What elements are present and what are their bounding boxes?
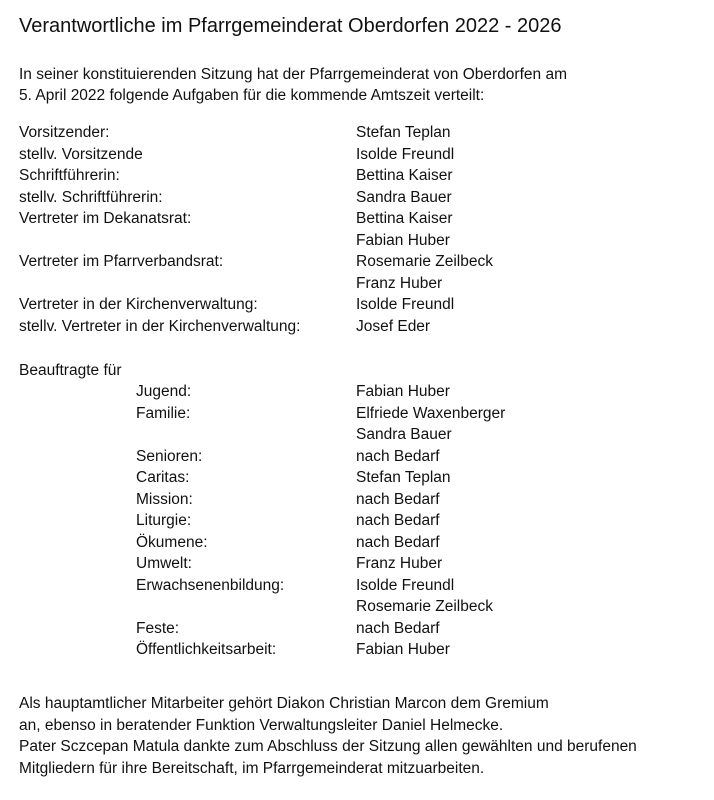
- role-label: Vorsitzender:: [19, 124, 110, 141]
- page-title: Verantwortliche im Pfarrgemeinderat Oberdorfen 2022 - 2026: [19, 15, 562, 37]
- role-row: [0, 165, 714, 187]
- intro-paragraph: [19, 64, 567, 106]
- role-label: Vertreter im Dekanatsrat:: [19, 210, 192, 227]
- beauftragte-list: [0, 381, 714, 661]
- role-name: Bettina Kaiser: [356, 210, 453, 227]
- beauftragte-name: Isolde Freundl: [356, 576, 455, 594]
- beauftragte-label: Öffentlichkeitsarbeit:: [136, 641, 277, 658]
- beauftragte-name: Sandra Bauer: [356, 426, 452, 443]
- role-name: Isolde Freundl: [356, 145, 455, 163]
- beauftragte-row: [0, 403, 714, 425]
- beauftragte-label: Erwachsenenbildung:: [136, 576, 285, 594]
- role-row: [0, 208, 714, 230]
- beauftragte-label: Liturgie:: [136, 512, 192, 529]
- role-name: Isolde Freundl: [356, 296, 455, 313]
- closing-paragraph: [19, 693, 637, 779]
- closing-line: Als hauptamtlicher Mitarbeiter gehört Diakon Christian Marcon dem Gremium: [19, 695, 549, 712]
- role-name: Franz Huber: [356, 274, 443, 292]
- beauftragte-label: Mission:: [136, 490, 193, 508]
- beauftragte-label: Umwelt:: [136, 555, 192, 572]
- beauftragte-row: [0, 510, 714, 532]
- beauftragte-name: Stefan Teplan: [356, 469, 451, 486]
- closing-line: Pater Sczcepan Matula dankte zum Abschluss der Sitzung allen gewählten und berufenen: [19, 738, 637, 755]
- beauftragte-label: Jugend:: [136, 383, 192, 400]
- beauftragte-row: [0, 446, 714, 468]
- role-name: Sandra Bauer: [356, 188, 452, 206]
- role-row: [0, 316, 714, 338]
- beauftragte-name: Elfriede Waxenberger: [356, 404, 506, 422]
- beauftragte-name: nach Bedarf: [356, 447, 440, 465]
- beauftragte-name: Fabian Huber: [356, 641, 450, 658]
- role-label: Vertreter in der Kirchenverwaltung:: [19, 296, 258, 313]
- closing-line: Mitgliedern für ihre Bereitschaft, im Pfarrgemeinderat mitzuarbeiten.: [19, 759, 485, 777]
- beauftragte-label: Feste:: [136, 619, 180, 637]
- beauftragte-label: Caritas:: [136, 469, 190, 486]
- beauftragte-row: [0, 553, 714, 575]
- role-row: [0, 122, 714, 144]
- role-name: Fabian Huber: [356, 231, 450, 249]
- roles-list: [0, 122, 714, 337]
- beauftragte-row: [0, 575, 714, 597]
- role-name: Josef Eder: [356, 317, 431, 335]
- role-name: Rosemarie Zeilbeck: [356, 253, 493, 270]
- role-row: [0, 144, 714, 166]
- role-label: Schriftführerin:: [19, 167, 120, 184]
- beauftragte-name: nach Bedarf: [356, 619, 440, 637]
- role-row: [0, 294, 714, 316]
- role-name: Bettina Kaiser: [356, 167, 453, 184]
- beauftragte-row: [0, 596, 714, 618]
- beauftragte-row: [0, 639, 714, 661]
- role-row: [0, 251, 714, 273]
- intro-line: In seiner konstituierenden Sitzung hat der Pfarrgemeinderat von Oberdorfen am: [19, 66, 567, 83]
- role-row: [0, 187, 714, 209]
- beauftragte-name: Fabian Huber: [356, 383, 450, 400]
- closing-line: an, ebenso in beratender Funktion Verwaltungsleiter Daniel Helmecke.: [19, 716, 504, 734]
- beauftragte-name: Rosemarie Zeilbeck: [356, 598, 493, 615]
- role-label: stellv. Schriftführerin:: [19, 188, 163, 206]
- role-label: Vertreter im Pfarrverbandsrat:: [19, 253, 224, 270]
- beauftragte-row: [0, 467, 714, 489]
- beauftragte-row: [0, 424, 714, 446]
- beauftragte-label: Familie:: [136, 404, 191, 422]
- beauftragte-name: Franz Huber: [356, 555, 443, 572]
- role-name: Stefan Teplan: [356, 124, 451, 141]
- beauftragte-name: nach Bedarf: [356, 533, 440, 551]
- beauftragte-heading: Beauftragte für: [19, 362, 122, 379]
- role-label: stellv. Vorsitzende: [19, 145, 143, 163]
- beauftragte-row: [0, 381, 714, 403]
- beauftragte-row: [0, 532, 714, 554]
- beauftragte-row: [0, 489, 714, 511]
- role-row: [0, 273, 714, 295]
- beauftragte-name: nach Bedarf: [356, 512, 440, 529]
- role-label: stellv. Vertreter in der Kirchenverwaltung:: [19, 317, 301, 335]
- beauftragte-label: Senioren:: [136, 447, 203, 465]
- beauftragte-label: Ökumene:: [136, 533, 208, 551]
- beauftragte-row: [0, 618, 714, 640]
- intro-line: 5. April 2022 folgende Aufgaben für die kommende Amtszeit verteilt:: [19, 87, 485, 104]
- role-row: [0, 230, 714, 252]
- beauftragte-name: nach Bedarf: [356, 490, 440, 508]
